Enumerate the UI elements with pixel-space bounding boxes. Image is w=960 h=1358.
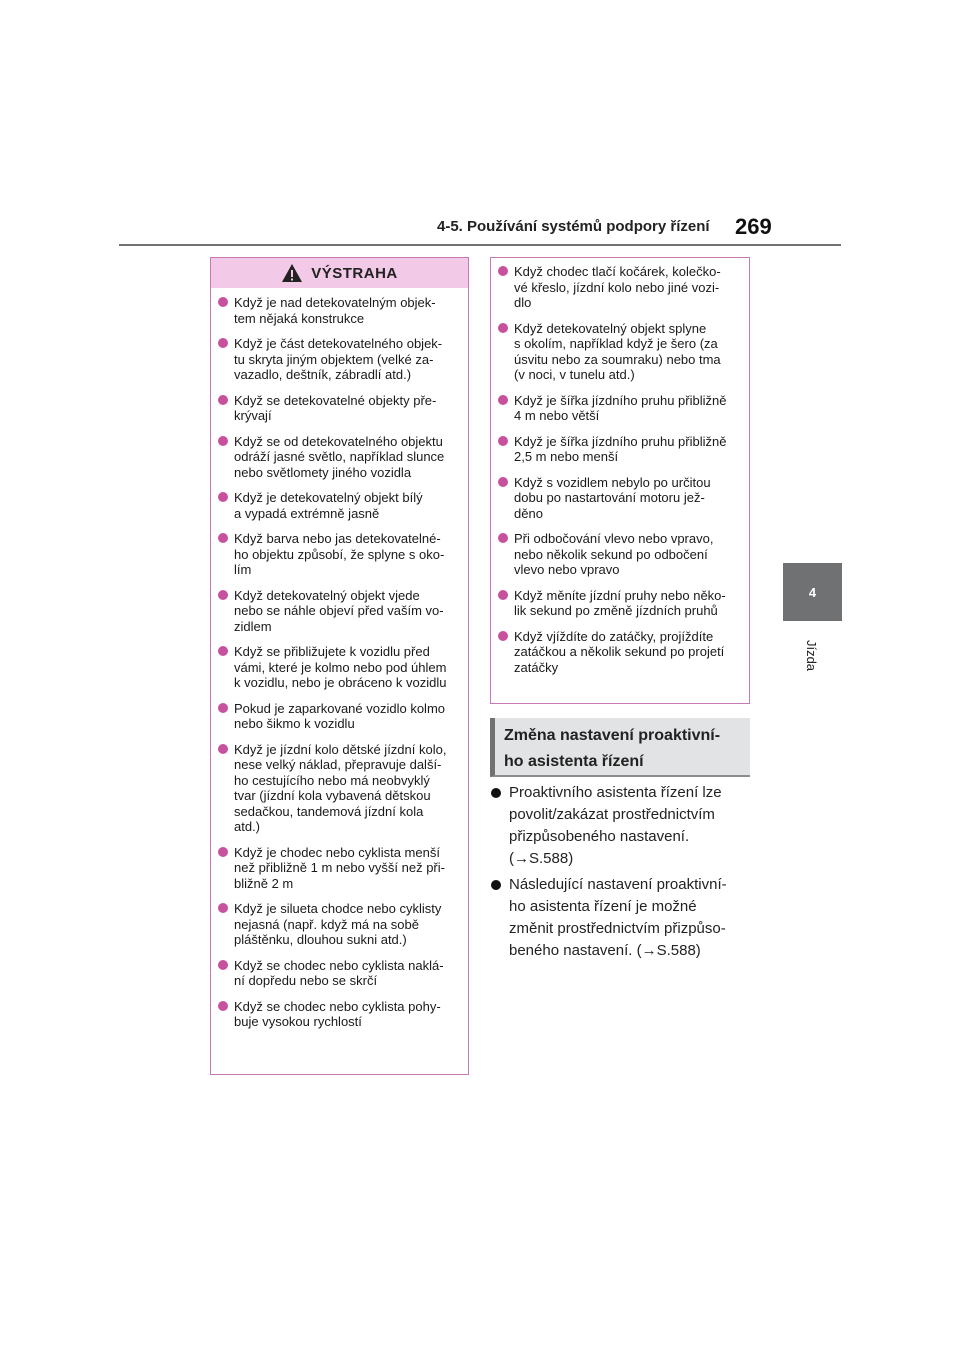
list-item: Když je část detekovatelného objek- tu skryta jiným objektem (velké za- vazadlo, deštník, zábradlí atd.) [216, 336, 468, 383]
list-item: Když je jízdní kolo dětské jízdní kolo, nese velký náklad, přepravuje další- ho cestujícího nebo má neobvyklý tvar (jízdní kola vybavená dětskou sedačkou, tandemová jízdní kola atd.) [216, 742, 468, 835]
list-item: Když je chodec nebo cyklista menší než přibližně 1 m nebo vyšší než při- bližně 2 m [216, 845, 468, 892]
list-item: Když měníte jízdní pruhy nebo něko- lik sekund po změně jízdních pruhů [496, 588, 749, 619]
list-item: Když se chodec nebo cyklista pohy- buje vysokou rychlostí [216, 999, 468, 1030]
list-item: Když detekovatelný objekt vjede nebo se náhle objeví před vaším vo- zidlem [216, 588, 468, 635]
list-item: Když se od detekovatelného objektu odráží jasné světlo, například slunce nebo světlomety jiného vozidla [216, 434, 468, 481]
list-item: Když je silueta chodce nebo cyklisty nejasná (např. když má na sobě pláštěnku, dlouhou sukni atd.) [216, 901, 468, 948]
chapter-label [784, 630, 840, 680]
list-item: Proaktivního asistenta řízení lze povolit/zakázat prostřednictvím přizpůsobeného nastavení. (→S.588) [490, 782, 755, 870]
list-item: Když se detekovatelné objekty pře- krývají [216, 393, 468, 424]
list-item: Když s vozidlem nebylo po určitou dobu po nastartování motoru jež- děno [496, 475, 749, 522]
warning-box [210, 257, 469, 1075]
warning-header [211, 258, 468, 288]
list-item: Když je šířka jízdního pruhu přibližně 4 m nebo větší [496, 393, 749, 424]
warning-list-right [491, 258, 749, 675]
chapter-number: 4 [808, 584, 817, 600]
warning-box-continued [490, 257, 750, 704]
header-divider [119, 244, 841, 246]
list-item: Když vjíždíte do zatáčky, projíždíte zatáčkou a několik sekund po projetí zatáčky [496, 629, 749, 676]
page-number: 269 [735, 214, 772, 239]
body-list [490, 782, 755, 966]
list-item: Když barva nebo jas detekovatelné- ho objektu způsobí, že splyne s oko- lím [216, 531, 468, 578]
list-item: Když je šířka jízdního pruhu přibližně 2,5 m nebo menší [496, 434, 749, 465]
list-item: Když je nad detekovatelným objek- tem nějaká konstrukce [216, 295, 468, 326]
warning-triangle-icon [281, 263, 303, 283]
list-item: Následující nastavení proaktivní- ho asistenta řízení je možné změnit prostřednictvím přizpůso- beného nastavení. (→S.588) [490, 874, 755, 962]
list-item: Když se chodec nebo cyklista naklá- ní dopředu nebo se skrčí [216, 958, 468, 989]
section-header-title: 4-5. Používání systémů podpory řízení [437, 218, 710, 235]
list-item: Když se přibližujete k vozidlu před vámi, které je kolmo nebo pod úhlem k vozidlu, nebo je obráceno k vozidlu [216, 644, 468, 691]
list-item: Když chodec tlačí kočárek, kolečko- vé křeslo, jízdní kolo nebo jiné vozi- dlo [496, 264, 749, 311]
section-heading: Změna nastavení proaktivní- ho asistenta řízení [490, 718, 750, 777]
list-item: Když detekovatelný objekt splyne s okolím, například když je šero (za úsvitu nebo za soumraku) nebo tma (v noci, v tunelu atd.) [496, 321, 749, 383]
list-item: Když je detekovatelný objekt bílý a vypadá extrémně jasně [216, 490, 468, 521]
chapter-tab [783, 563, 842, 621]
list-item: Při odbočování vlevo nebo vpravo, nebo několik sekund po odbočení vlevo nebo vpravo [496, 531, 749, 578]
list-item: Pokud je zaparkované vozidlo kolmo nebo šikmo k vozidlu [216, 701, 468, 732]
chapter-label-text: Jízda [804, 639, 820, 671]
warning-list-left [211, 288, 468, 1030]
warning-title: VÝSTRAHA [311, 264, 398, 282]
